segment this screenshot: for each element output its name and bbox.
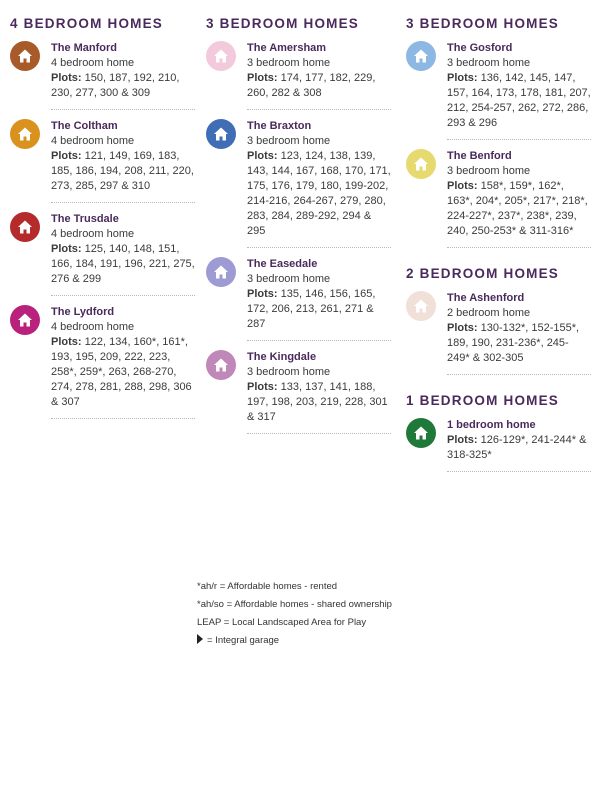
plots-value: 121, 149, 169, 183, 185, 186, 194, 208, 211, 220, 273, 285, 297 & 310 [51, 150, 194, 192]
home-entry [206, 119, 391, 248]
plots-value: 123, 124, 138, 139, 143, 144, 167, 168, 170, 171, 175, 176, 179, 180, 199-202, 214-216, 264-267, 279, 280, 283, 284, 289-292, 294 & 295 [247, 150, 391, 237]
legend-shared-ownership: *ah/so = Affordable homes - shared ownership [197, 599, 392, 610]
house-icon [213, 48, 229, 64]
plots-value: 130-132*, 152-155*, 189, 190, 231-236*, 245-249* & 302-305 [447, 322, 580, 364]
home-plots [447, 71, 591, 131]
house-icon [17, 312, 33, 328]
home-info [247, 350, 391, 425]
home-description: 2 bedroom home [447, 307, 531, 319]
plots-value: 126-129*, 241-244* & 318-325* [447, 434, 587, 461]
home-name: The Coltham [51, 120, 118, 132]
home-info [447, 41, 591, 131]
home-entry [406, 418, 591, 472]
home-entry [406, 41, 591, 140]
plots-label: Plots: [247, 381, 278, 393]
house-icon [413, 48, 429, 64]
plots-label: Plots: [51, 336, 82, 348]
home-entry [206, 257, 391, 341]
column-1 [10, 16, 195, 428]
home-info [447, 291, 591, 366]
home-description: 3 bedroom home [447, 165, 531, 177]
plots-value: 136, 142, 145, 147, 157, 164, 173, 178, 181, 207, 212, 254-257, 262, 272, 286, 293 & 296 [447, 72, 591, 129]
home-entry [406, 149, 591, 248]
home-description: 3 bedroom home [447, 57, 531, 69]
garage-arrow-icon [197, 634, 203, 644]
column-3 [406, 16, 591, 481]
plots-label: Plots: [247, 150, 278, 162]
home-entry [10, 41, 195, 110]
home-name: The Ashenford [447, 292, 525, 304]
plots-value: 135, 146, 156, 165, 172, 206, 213, 261, 271 & 287 [247, 288, 376, 330]
house-icon [413, 156, 429, 172]
home-description: 3 bedroom home [247, 366, 331, 378]
home-name: The Easedale [247, 258, 318, 270]
home-name: The Trusdale [51, 213, 119, 225]
house-icon [17, 126, 33, 142]
home-badge [406, 418, 436, 448]
home-badge [206, 257, 236, 287]
home-name: The Benford [447, 150, 512, 162]
home-badge [406, 149, 436, 179]
home-description: 3 bedroom home [247, 273, 331, 285]
home-description: 4 bedroom home [51, 57, 135, 69]
legend-rented: *ah/r = Affordable homes - rented [197, 581, 338, 592]
home-info [247, 41, 391, 101]
house-icon [213, 264, 229, 280]
plots-label: Plots: [51, 72, 82, 84]
home-info [447, 418, 591, 463]
home-entry [406, 291, 591, 375]
plots-label: Plots: [447, 72, 478, 84]
home-plots [447, 433, 591, 463]
home-plots [51, 149, 195, 194]
home-entry [10, 119, 195, 203]
house-icon [413, 425, 429, 441]
home-description: 3 bedroom home [247, 135, 331, 147]
home-info [247, 257, 391, 332]
home-description: 4 bedroom home [51, 321, 135, 333]
home-plots [247, 287, 391, 332]
home-name: 1 bedroom home [447, 419, 536, 431]
column-2 [206, 16, 391, 443]
home-plots [51, 242, 195, 287]
section-heading: 1 BEDROOM HOMES [406, 393, 560, 408]
home-info [51, 119, 195, 194]
plots-value: 122, 134, 160*, 161*, 193, 195, 209, 222, 223, 258*, 259*, 263, 268-270, 274, 278, 281, 288, 298, 306 & 307 [51, 336, 192, 408]
plots-label: Plots: [447, 180, 478, 192]
home-name: The Manford [51, 42, 117, 54]
home-badge [10, 41, 40, 71]
plots-value: 133, 137, 141, 188, 197, 198, 203, 219, 228, 301 & 317 [247, 381, 388, 423]
legend-garage-text: = Integral garage [207, 635, 280, 646]
home-info [51, 212, 195, 287]
plots-value: 150, 187, 192, 210, 230, 277, 300 & 309 [51, 72, 180, 99]
home-plots [247, 380, 391, 425]
home-badge [406, 291, 436, 321]
home-name: The Braxton [247, 120, 312, 132]
plots-value: 158*, 159*, 162*, 163*, 204*, 205*, 217*, 218*, 224-227*, 237*, 238*, 239, 240, 250-253* & 311-316* [447, 180, 588, 237]
home-plots [447, 179, 591, 239]
home-badge [206, 350, 236, 380]
home-entry [10, 305, 195, 419]
home-description: 4 bedroom home [51, 135, 135, 147]
plots-value: 174, 177, 182, 229, 260, 282 & 308 [247, 72, 376, 99]
plots-label: Plots: [51, 243, 82, 255]
house-icon [213, 357, 229, 373]
home-plots [51, 71, 195, 101]
legend-garage [197, 632, 392, 650]
home-plots [247, 149, 391, 239]
plots-label: Plots: [247, 288, 278, 300]
section-heading: 3 BEDROOM HOMES [406, 16, 560, 31]
home-name: The Kingdale [247, 351, 317, 363]
legend-leap: LEAP = Local Landscaped Area for Play [197, 617, 367, 628]
house-icon [17, 219, 33, 235]
section-heading: 3 BEDROOM HOMES [206, 16, 360, 31]
section-heading: 2 BEDROOM HOMES [406, 266, 560, 281]
home-plots [247, 71, 391, 101]
home-badge [206, 119, 236, 149]
plots-label: Plots: [51, 150, 82, 162]
home-badge [10, 305, 40, 335]
home-badge [206, 41, 236, 71]
plots-value: 125, 140, 148, 151, 166, 184, 191, 196, 221, 275, 276 & 299 [51, 243, 195, 285]
plots-label: Plots: [247, 72, 278, 84]
home-badge [10, 119, 40, 149]
house-icon [413, 298, 429, 314]
legend [197, 578, 392, 650]
home-name: The Gosford [447, 42, 513, 54]
house-icon [213, 126, 229, 142]
home-badge [10, 212, 40, 242]
home-entry [10, 212, 195, 296]
home-info [51, 41, 195, 101]
home-name: The Amersham [247, 42, 327, 54]
home-name: The Lydford [51, 306, 115, 318]
home-description: 4 bedroom home [51, 228, 135, 240]
home-description: 3 bedroom home [247, 57, 331, 69]
plots-label: Plots: [447, 322, 478, 334]
home-info [247, 119, 391, 239]
house-icon [17, 48, 33, 64]
home-entry [206, 350, 391, 434]
home-badge [406, 41, 436, 71]
section-heading: 4 BEDROOM HOMES [10, 16, 164, 31]
home-entry [206, 41, 391, 110]
plots-label: Plots: [447, 434, 478, 446]
home-info [51, 305, 195, 410]
home-info [447, 149, 591, 239]
home-plots [51, 335, 195, 410]
home-plots [447, 321, 591, 366]
